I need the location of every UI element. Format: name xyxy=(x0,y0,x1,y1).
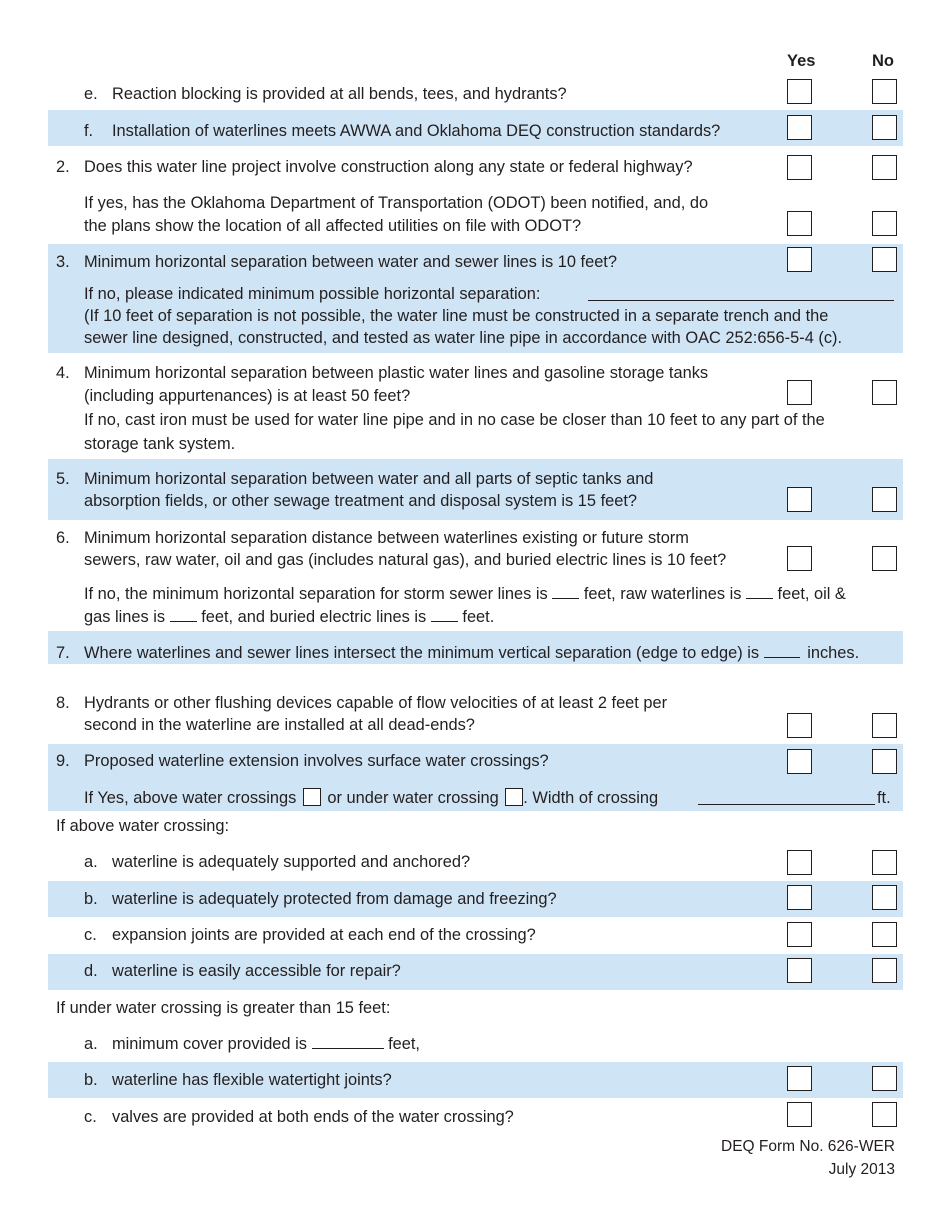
q3-separation-blank[interactable] xyxy=(588,300,894,301)
q8-line-1: Hydrants or other flushing devices capable of flow velocities of at least 2 feet per xyxy=(84,694,668,712)
storm-sewer-feet-blank[interactable] xyxy=(552,583,579,599)
q5-yes-checkbox[interactable] xyxy=(787,487,812,512)
under-b-no-checkbox[interactable] xyxy=(872,1066,897,1091)
raw-waterline-feet-blank[interactable] xyxy=(746,583,773,599)
q7-unit: inches. xyxy=(807,644,860,662)
q4-line-1: Minimum horizontal separation between plastic water lines and gasoline storage tanks xyxy=(84,364,709,382)
q6-ifno-line-2 xyxy=(84,606,494,629)
yes-column-header: Yes xyxy=(787,52,816,70)
q3-note-line-1: (If 10 feet of separation is not possible, the water line must be constructed in a separate trench and the xyxy=(84,307,829,325)
above-b-text: waterline is adequately protected from damage and freezing? xyxy=(112,890,557,908)
above-a-marker: a. xyxy=(84,853,98,871)
under-water-crossing-checkbox[interactable] xyxy=(505,788,523,806)
under-a-text: minimum cover provided is xyxy=(112,1035,307,1053)
q4-line-3: If no, cast iron must be used for water line pipe and in no case be closer than 10 feet to any part of the xyxy=(84,411,825,429)
q9-sub-unit: ft. xyxy=(877,789,891,807)
q3-no-checkbox[interactable] xyxy=(872,247,897,272)
above-d-no-checkbox[interactable] xyxy=(872,958,897,983)
above-a-text: waterline is adequately supported and anchored? xyxy=(112,853,471,871)
q2-followup-line-1: If yes, has the Oklahoma Department of Transportation (ODOT) been notified, and, do xyxy=(84,194,709,212)
q6-ifno-text-f: feet. xyxy=(462,608,495,626)
q3-ifno-text: If no, please indicated minimum possible horizontal separation: xyxy=(84,285,541,303)
above-water-crossing-checkbox[interactable] xyxy=(303,788,321,806)
above-b-no-checkbox[interactable] xyxy=(872,885,897,910)
q8-no-checkbox[interactable] xyxy=(872,713,897,738)
item-f-text: Installation of waterlines meets AWWA and Oklahoma DEQ construction standards? xyxy=(112,122,721,140)
q6-ifno-text-d: gas lines is xyxy=(84,608,166,626)
q4-marker: 4. xyxy=(56,364,70,382)
q6-line-1: Minimum horizontal separation distance between waterlines existing or future storm xyxy=(84,529,689,547)
under-c-no-checkbox[interactable] xyxy=(872,1102,897,1127)
item-f-yes-checkbox[interactable] xyxy=(787,115,812,140)
q8-yes-checkbox[interactable] xyxy=(787,713,812,738)
above-d-yes-checkbox[interactable] xyxy=(787,958,812,983)
q6-line-2: sewers, raw water, oil and gas (includes natural gas), and buried electric lines is 10 feet? xyxy=(84,551,727,569)
under-b-text: waterline has flexible watertight joints? xyxy=(112,1071,392,1089)
q6-yes-checkbox[interactable] xyxy=(787,546,812,571)
under-c-yes-checkbox[interactable] xyxy=(787,1102,812,1127)
q5-no-checkbox[interactable] xyxy=(872,487,897,512)
q9-sub-text-a: If Yes, above water crossings xyxy=(84,789,297,807)
item-e-marker: e. xyxy=(84,85,98,103)
q9-yes-checkbox[interactable] xyxy=(787,749,812,774)
under-b-yes-checkbox[interactable] xyxy=(787,1066,812,1091)
item-e-no-checkbox[interactable] xyxy=(872,79,897,104)
q6-ifno-text-e: feet, and buried electric lines is xyxy=(201,608,427,626)
q9-sub-text-b: or under water crossing xyxy=(327,789,499,807)
item-e-text: Reaction blocking is provided at all bends, tees, and hydrants? xyxy=(112,85,567,103)
q7-line xyxy=(84,642,859,665)
above-d-marker: d. xyxy=(84,962,98,980)
above-crossing-heading: If above water crossing: xyxy=(56,817,230,835)
item-f-marker: f. xyxy=(84,122,94,140)
above-d-text: waterline is easily accessible for repair? xyxy=(112,962,401,980)
q6-ifno-line-1 xyxy=(84,583,846,606)
electric-lines-feet-blank[interactable] xyxy=(431,606,458,622)
q6-ifno-text-c: feet, oil & xyxy=(777,585,846,603)
under-a-marker: a. xyxy=(84,1035,98,1053)
form-number: DEQ Form No. 626-WER xyxy=(721,1138,895,1155)
q2-followup-no-checkbox[interactable] xyxy=(872,211,897,236)
q9-text: Proposed waterline extension involves surface water crossings? xyxy=(84,752,549,770)
under-crossing-heading: If under water crossing is greater than 15 feet: xyxy=(56,999,391,1017)
under-c-text: valves are provided at both ends of the water crossing? xyxy=(112,1108,514,1126)
q4-yes-checkbox[interactable] xyxy=(787,380,812,405)
q8-line-2: second in the waterline are installed at all dead-ends? xyxy=(84,716,475,734)
under-b-marker: b. xyxy=(84,1071,98,1089)
q2-followup-line-2: the plans show the location of all affected utilities on file with ODOT? xyxy=(84,217,582,235)
under-a-unit: feet, xyxy=(388,1035,420,1053)
q2-text: Does this water line project involve construction along any state or federal highway? xyxy=(84,158,693,176)
q5-marker: 5. xyxy=(56,470,70,488)
q3-text: Minimum horizontal separation between water and sewer lines is 10 feet? xyxy=(84,253,617,271)
q2-yes-checkbox[interactable] xyxy=(787,155,812,180)
q3-yes-checkbox[interactable] xyxy=(787,247,812,272)
q6-ifno-text-b: feet, raw waterlines is xyxy=(583,585,742,603)
q5-line-2: absorption fields, or other sewage treatment and disposal system is 15 feet? xyxy=(84,492,638,510)
item-e-yes-checkbox[interactable] xyxy=(787,79,812,104)
q3-note-line-2: sewer line designed, constructed, and tested as water line pipe in accordance with OAC 252:656-5-4 (c). xyxy=(84,329,843,347)
under-a-line xyxy=(112,1033,420,1056)
q3-marker: 3. xyxy=(56,253,70,271)
above-b-yes-checkbox[interactable] xyxy=(787,885,812,910)
q4-no-checkbox[interactable] xyxy=(872,380,897,405)
vertical-separation-inches-blank[interactable] xyxy=(764,642,800,658)
minimum-cover-feet-blank[interactable] xyxy=(312,1033,384,1049)
q7-marker: 7. xyxy=(56,644,70,662)
above-c-no-checkbox[interactable] xyxy=(872,922,897,947)
above-c-yes-checkbox[interactable] xyxy=(787,922,812,947)
gas-lines-feet-blank[interactable] xyxy=(170,606,197,622)
q8-marker: 8. xyxy=(56,694,70,712)
q9-no-checkbox[interactable] xyxy=(872,749,897,774)
q9-marker: 9. xyxy=(56,752,70,770)
q2-followup-yes-checkbox[interactable] xyxy=(787,211,812,236)
q4-line-2: (including appurtenances) is at least 50 feet? xyxy=(84,387,411,405)
q6-ifno-text-a: If no, the minimum horizontal separation for storm sewer lines is xyxy=(84,585,548,603)
no-column-header: No xyxy=(872,52,894,70)
q2-marker: 2. xyxy=(56,158,70,176)
item-f-no-checkbox[interactable] xyxy=(872,115,897,140)
under-c-marker: c. xyxy=(84,1108,97,1126)
form-date: July 2013 xyxy=(828,1161,895,1178)
q9-sub-text-c: . Width of crossing xyxy=(523,789,659,807)
q7-text: Where waterlines and sewer lines intersect the minimum vertical separation (edge to edge) is xyxy=(84,644,760,662)
q6-no-checkbox[interactable] xyxy=(872,546,897,571)
crossing-width-blank[interactable] xyxy=(698,804,875,805)
above-a-yes-checkbox[interactable] xyxy=(787,850,812,875)
above-b-marker: b. xyxy=(84,890,98,908)
q2-no-checkbox[interactable] xyxy=(872,155,897,180)
q6-marker: 6. xyxy=(56,529,70,547)
q5-line-1: Minimum horizontal separation between water and all parts of septic tanks and xyxy=(84,470,654,488)
above-c-text: expansion joints are provided at each end of the crossing? xyxy=(112,926,536,944)
above-a-no-checkbox[interactable] xyxy=(872,850,897,875)
q9-sub-line xyxy=(84,787,658,810)
above-c-marker: c. xyxy=(84,926,97,944)
q4-line-4: storage tank system. xyxy=(84,435,236,453)
